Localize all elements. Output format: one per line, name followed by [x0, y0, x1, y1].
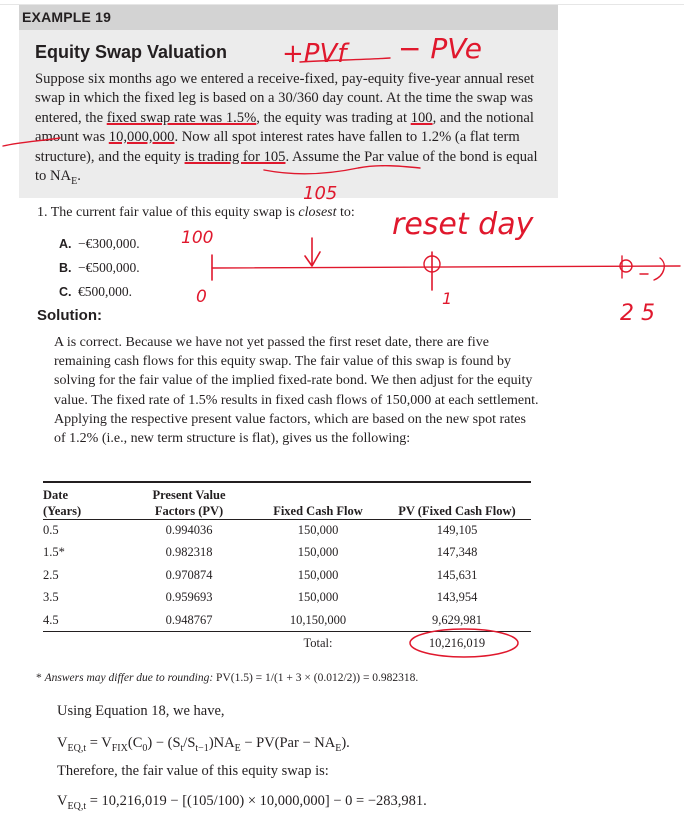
- ink-underline-trading: [264, 166, 420, 174]
- eq-sub: t: [180, 742, 184, 754]
- eq-sub: FIX: [111, 742, 128, 754]
- cell-date: 0.5: [43, 523, 59, 537]
- nae-subscript: E: [71, 175, 78, 187]
- eq-part: = V: [86, 735, 112, 751]
- option-text: −€500,000.: [78, 260, 140, 275]
- cell-pv: 0.959693: [165, 590, 213, 605]
- cell-fixed: 150,000: [297, 590, 339, 605]
- eq-part: V: [57, 793, 68, 809]
- cell-date: 4.5: [43, 612, 59, 627]
- solution-label: Solution:: [37, 307, 102, 324]
- cell-pvcf: 143,954: [436, 590, 478, 605]
- trading-text: is trading for 105: [184, 148, 286, 165]
- cell-date: 3.5: [43, 590, 59, 605]
- option-letter: B.: [59, 261, 72, 275]
- eq-sub: EQ,t: [67, 800, 87, 812]
- annotation-pvf: +PVf: [282, 39, 347, 69]
- cell-pvcf: 145,631: [436, 567, 478, 582]
- col-header-date-line1: Date: [43, 487, 68, 502]
- total-value: 10,216,019: [383, 632, 531, 655]
- equity-price-text: 100: [410, 109, 433, 126]
- cell-fixed: 150,000: [297, 523, 339, 537]
- cell-fixed: 150,000: [297, 545, 339, 560]
- equation-intro: Using Equation 18, we have,: [57, 703, 225, 719]
- cell-pv: 0.948767: [165, 612, 213, 627]
- ink-total-circle: [410, 629, 518, 657]
- eq-sub: E: [234, 742, 241, 754]
- annotation-two-five: 2 5: [620, 301, 655, 326]
- annotation-105: 105: [303, 183, 338, 204]
- annotation-one: 1: [442, 289, 453, 308]
- ink-group: [3, 58, 680, 657]
- example-label: EXAMPLE 19: [22, 9, 112, 25]
- question-text-end: to:: [336, 205, 355, 220]
- eq-part: (C: [127, 735, 143, 751]
- col-header-pv-line2: Factors (PV): [154, 503, 224, 518]
- footnote-italic: Answers may differ due to rounding:: [44, 672, 214, 684]
- cell-date: 1.5*: [43, 545, 65, 560]
- eq-part: )NA: [208, 735, 235, 751]
- page-title: Equity Swap Valuation: [35, 42, 228, 62]
- annotation-zero: 0: [196, 287, 207, 307]
- question-text: 1. The current fair value of this equity swap is: [37, 205, 299, 220]
- question-emphasis: closest: [298, 205, 337, 220]
- eq-sub: E: [335, 742, 342, 754]
- option-text: €500,000.: [78, 284, 132, 299]
- ink-left-dash: [3, 138, 60, 146]
- col-header-fixed: Fixed Cash Flow: [273, 503, 363, 518]
- ink-text-group: [181, 32, 655, 326]
- annotation-reset-day: reset day: [392, 207, 534, 242]
- col-header-pv-line1: Present Value: [152, 487, 226, 502]
- eq-part: /S: [183, 735, 196, 751]
- solution-text: A is correct. Because we have not yet passed the first reset date, there are five remaining cash flows for this equity swap. The fair value of this swap is found by solving for the fair value of the implied fixed-rate bond. We then adjust for the equity value. The fixed rate of 1.5% results in fixed cash flows of 150,000 at each settlement. Applying the respective present value factors, which are based on the new spot rates of 1.2% (i.e., new term structure is flat), gives us the following:: [54, 335, 539, 447]
- eq-part: ).: [341, 735, 350, 751]
- cell-date: 2.5: [43, 567, 59, 582]
- eq-part: V: [57, 735, 68, 751]
- notional-text: 10,000,000: [108, 129, 175, 146]
- cell-pv: 0.982318: [165, 545, 213, 560]
- cell-fixed: 150,000: [297, 567, 339, 582]
- intro-text-5: . Assume the Par value of the bond is equal to NA: [35, 148, 538, 185]
- swap-rate-text: fixed swap rate was 1.5%: [106, 109, 257, 126]
- cell-pvcf: 9,629,981: [432, 612, 482, 627]
- intro-text-4: . Now all spot interest rates have fallen to 1.2% (a flat term structure), and the equity: [35, 129, 520, 165]
- footnote-formula: PV(1.5) = 1/(1 + 3 × (0.012/2)) = 0.982318.: [213, 672, 419, 684]
- ink-timeline: [212, 266, 680, 268]
- eq-part: − PV(Par − NA: [240, 735, 336, 751]
- annotation-100: 100: [181, 228, 214, 248]
- cell-fixed: 10,150,000: [289, 612, 347, 627]
- eq-part: = 10,216,019 − [(105/100) × 10,000,000] − 0 = −283,981.: [86, 793, 427, 809]
- eq-sub: EQ,t: [67, 742, 87, 754]
- intro-text-3: , and the notional amount was: [35, 109, 534, 146]
- cell-pv: 0.970874: [165, 567, 213, 582]
- option-letter: C.: [59, 285, 72, 299]
- cell-pv: 0.994036: [165, 523, 213, 537]
- option-text: −€300,000.: [78, 236, 140, 251]
- intro-text-end: .: [77, 168, 81, 185]
- cell-pvcf: 149,105: [436, 523, 478, 537]
- intro-text-1: Suppose six months ago we entered a receive-fixed, pay-equity five-year annual reset swap in which the fixed leg is based on a 30/360 day count. At the time the swap was entered, the: [35, 71, 535, 126]
- total-label: Total:: [253, 632, 383, 655]
- option-letter: A.: [59, 237, 72, 251]
- eq-part: ) − (S: [147, 735, 181, 751]
- cell-pvcf: 147,348: [436, 545, 478, 560]
- col-header-pvcf: PV (Fixed Cash Flow): [398, 503, 516, 518]
- eq-sub: 0: [142, 742, 148, 754]
- intro-text-2: , the equity was trading at: [256, 109, 411, 126]
- therefore-text: Therefore, the fair value of this equity swap is:: [57, 763, 329, 779]
- ink-arrow-now: [305, 238, 320, 266]
- footnote-star: *: [36, 672, 45, 684]
- annotation-pve: − PVe: [398, 32, 482, 65]
- ink-end-marks: [640, 258, 664, 280]
- eq-sub: t−1: [195, 742, 209, 754]
- col-header-date-line2: (Years): [43, 503, 82, 518]
